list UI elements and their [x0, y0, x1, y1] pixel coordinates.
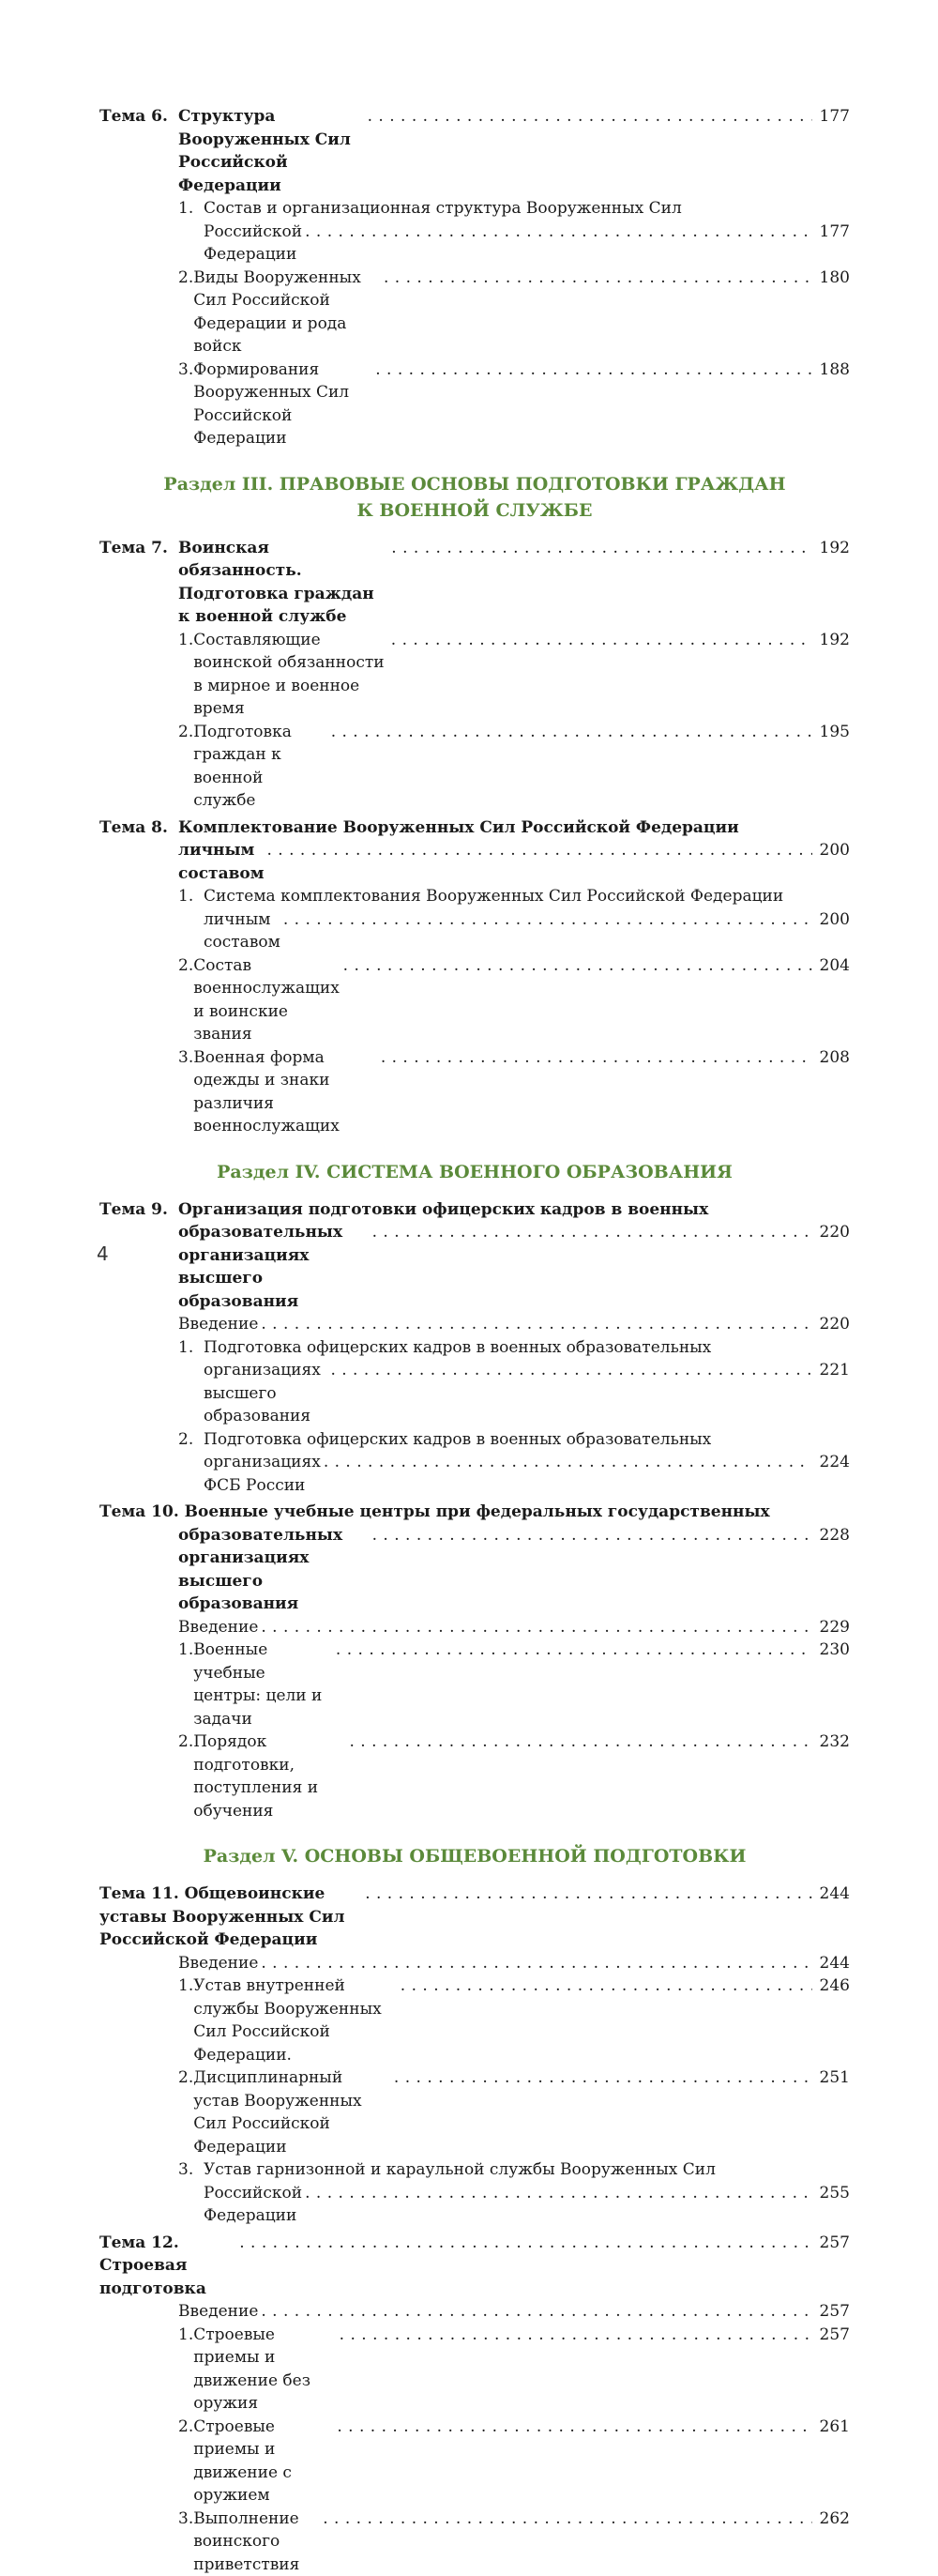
page-number: 4: [97, 1242, 109, 1265]
entry-line: [178, 197, 850, 221]
entry-title: Тема 12. Строевая подготовка: [99, 2232, 236, 2301]
entry-line: [178, 2507, 850, 2576]
entry-title: организациях ФСБ России: [178, 1451, 321, 1497]
entry-title: Виды Вооруженных Сил Российской Федерации и рода войск: [193, 267, 381, 358]
toc-subentry[interactable]: [99, 197, 850, 267]
page-ref: 192: [818, 629, 850, 652]
entry-line: [99, 1882, 850, 1952]
entry-line: [178, 629, 850, 721]
toc-topic-entry[interactable]: [99, 1882, 850, 1952]
toc-topic-entry[interactable]: [99, 105, 850, 197]
toc-subentry[interactable]: [99, 885, 850, 954]
toc-subentry[interactable]: [99, 1952, 850, 1975]
toc-topic-entry[interactable]: [99, 816, 850, 886]
section-heading-line: Раздел IV. СИСТЕМА ВОЕННОГО ОБРАЗОВАНИЯ: [99, 1159, 850, 1185]
entry-index: 1.: [178, 629, 193, 652]
entry-line: [178, 839, 850, 885]
entry-title: Состав и организационная структура Вооруженных Сил: [204, 197, 682, 221]
toc-subentry[interactable]: [99, 2066, 850, 2158]
entry-title: Структура Вооруженных Сил Российской Федерации: [178, 105, 365, 197]
entry-index: 1.: [178, 1974, 193, 1998]
entry-title: Организация подготовки офицерских кадров в военных: [178, 1198, 708, 1222]
entry-title: Формирования Вооруженных Сил Российской Федерации: [193, 358, 372, 450]
page-ref: 251: [818, 2066, 850, 2090]
entry-line: [178, 2158, 850, 2182]
entry-index: 1.: [178, 885, 204, 908]
entry-body: [178, 721, 850, 813]
page-ref: 188: [818, 358, 850, 382]
entry-body: [178, 954, 850, 1046]
toc-subentry[interactable]: [99, 1730, 850, 1822]
entry-line: [178, 1974, 850, 2066]
page-ref: 257: [818, 2324, 850, 2347]
page-ref: 208: [818, 1046, 850, 1070]
topic-number: Тема 7.: [99, 537, 168, 560]
entry-body: [178, 1952, 850, 1975]
entry-body: [178, 2158, 850, 2228]
dot-leader: [331, 721, 812, 744]
entry-line: [178, 816, 850, 840]
page-ref: 257: [818, 2232, 850, 2255]
entry-line: [178, 1639, 850, 1730]
entry-body: [178, 1046, 850, 1138]
entry-body: [178, 1313, 850, 1336]
entry-line: [178, 2066, 850, 2158]
entry-index: 2.: [178, 2416, 193, 2439]
topic-number: Тема 8.: [99, 816, 168, 840]
entry-line: [99, 1501, 850, 1524]
dot-leader: [261, 1616, 812, 1639]
entry-title: личным составом: [178, 839, 265, 885]
entry-line: [178, 2182, 850, 2228]
entry-index: 3.: [178, 2158, 204, 2182]
dot-leader: [365, 1882, 812, 1906]
entry-line: [178, 2416, 850, 2507]
page-ref: 262: [818, 2507, 850, 2531]
entry-line: [178, 1359, 850, 1428]
page-ref: 177: [818, 105, 850, 129]
dot-leader: [261, 1952, 812, 1975]
entry-line: [178, 1952, 850, 1975]
page-ref: 204: [818, 954, 850, 978]
entry-title: Военные учебные центры: цели и задачи: [193, 1639, 333, 1730]
entry-title: образовательных организациях высшего образования: [99, 1524, 370, 1616]
entry-title: личным составом: [178, 908, 280, 954]
entry-index: 1.: [178, 197, 204, 221]
section-heading-line: К ВОЕННОЙ СЛУЖБЕ: [99, 497, 850, 524]
entry-line: [178, 1313, 850, 1336]
page-ref: 200: [818, 839, 850, 862]
entry-line: [178, 358, 850, 450]
entry-title: Выполнение воинского приветствия: [193, 2507, 320, 2576]
toc-topic-entry[interactable]: [99, 2232, 850, 2301]
section-heading: [99, 1843, 850, 1869]
page-ref: 230: [818, 1639, 850, 1662]
dot-leader: [305, 2182, 812, 2205]
dot-leader: [384, 267, 812, 290]
entry-body: [99, 1882, 850, 1952]
entry-line: [99, 2232, 850, 2301]
page-ref: 244: [818, 1952, 850, 1975]
toc-subentry[interactable]: [99, 1313, 850, 1336]
page-ref: 220: [818, 1221, 850, 1244]
dot-leader: [343, 954, 812, 978]
entry-title: Тема 11. Общевоинские уставы Вооруженных Сил Российской Федерации: [99, 1882, 362, 1952]
entry-body: [178, 105, 850, 197]
entry-line: [178, 1336, 850, 1360]
entry-line: [178, 221, 850, 267]
entry-title: Военная форма одежды и знаки различия военнослужащих: [193, 1046, 378, 1138]
dot-leader: [340, 2324, 812, 2347]
page-ref: 228: [818, 1524, 850, 1547]
page-ref: 244: [818, 1882, 850, 1906]
dot-leader: [239, 2232, 812, 2255]
entry-line: [178, 954, 850, 1046]
entry-index: 1.: [178, 2324, 193, 2347]
entry-title: Российской Федерации: [178, 2182, 302, 2228]
entry-body: [178, 1639, 850, 1730]
dot-leader: [381, 1046, 812, 1070]
entry-title: Подготовка офицерских кадров в военных образовательных: [204, 1428, 711, 1452]
entry-body: [99, 2232, 850, 2301]
dot-leader: [368, 105, 812, 129]
entry-index: 2.: [178, 1428, 204, 1452]
page-ref: 232: [818, 1730, 850, 1754]
entry-body: [178, 267, 850, 358]
entry-line: [178, 2300, 850, 2324]
dot-leader: [372, 1221, 812, 1244]
page-ref: 180: [818, 267, 850, 290]
entry-body: [178, 1336, 850, 1428]
toc-subentry[interactable]: [99, 1616, 850, 1639]
entry-body: [178, 537, 850, 629]
entry-index: 2.: [178, 721, 193, 744]
entry-index: 3.: [178, 2507, 193, 2531]
toc-subentry[interactable]: [99, 267, 850, 358]
page-ref: 229: [818, 1616, 850, 1639]
entry-line: [178, 1428, 850, 1452]
entry-body: [178, 197, 850, 267]
entry-line: [178, 1046, 850, 1138]
section-heading: [99, 1159, 850, 1185]
page-ref: 224: [818, 1451, 850, 1474]
toc-subentry[interactable]: [99, 1428, 850, 1498]
entry-body: [178, 1974, 850, 2066]
toc-subentry[interactable]: [99, 2300, 850, 2324]
entry-title: Подготовка офицерских кадров в военных образовательных: [204, 1336, 711, 1360]
entry-body: [178, 2066, 850, 2158]
entry-title: Комплектование Вооруженных Сил Российской Федерации: [178, 816, 739, 840]
toc-subentry[interactable]: [99, 629, 850, 721]
dot-leader: [350, 1730, 813, 1754]
toc-subentry[interactable]: [99, 721, 850, 813]
dot-leader: [401, 1974, 812, 1998]
dot-leader: [391, 629, 812, 652]
entry-body: [178, 629, 850, 721]
entry-title: организациях высшего образования: [178, 1359, 327, 1428]
toc-subentry[interactable]: [99, 954, 850, 1046]
page-ref: 177: [818, 221, 850, 244]
toc-subentry[interactable]: [99, 1336, 850, 1428]
entry-body: [178, 358, 850, 450]
toc-subentry[interactable]: [99, 358, 850, 450]
page-ref: 200: [818, 908, 850, 932]
page-ref: 192: [818, 537, 850, 560]
entry-title: Подготовка граждан к военной службе: [193, 721, 327, 813]
entry-body: [178, 816, 850, 886]
entry-line: [178, 1616, 850, 1639]
dot-leader: [336, 1639, 812, 1662]
entry-line: [178, 105, 850, 197]
dot-leader: [324, 1451, 812, 1474]
entry-title: Введение: [178, 1313, 258, 1336]
entry-line: [178, 1451, 850, 1497]
entry-body: [178, 1616, 850, 1639]
dot-leader: [330, 1359, 812, 1382]
dot-leader: [323, 2507, 812, 2531]
toc-subentry[interactable]: [99, 1974, 850, 2066]
toc-topic-entry[interactable]: [99, 537, 850, 629]
entry-title: Введение: [178, 1616, 258, 1639]
page-ref: 195: [818, 721, 850, 744]
toc-subentry[interactable]: [99, 1046, 850, 1138]
dot-leader: [261, 1313, 812, 1336]
page-ref: 221: [818, 1359, 850, 1382]
entry-title: Устав гарнизонной и караульной службы Вооруженных Сил: [204, 2158, 716, 2182]
entry-title: Составляющие воинской обязанности в мирное и военное время: [193, 629, 388, 721]
entry-line: [178, 1730, 850, 1822]
entry-line: [99, 1524, 850, 1616]
entry-title: Дисциплинарный устав Вооруженных Сил Российской Федерации: [193, 2066, 391, 2158]
dot-leader: [283, 908, 812, 932]
entry-body: [178, 1198, 850, 1314]
entry-title: Воинская обязанность. Подготовка граждан к военной службе: [178, 537, 388, 629]
entry-line: [178, 1221, 850, 1313]
dot-leader: [394, 2066, 812, 2090]
page-ref: 257: [818, 2300, 850, 2324]
toc-subentry[interactable]: [99, 2416, 850, 2507]
entry-index: 3.: [178, 358, 193, 382]
entry-title: Строевые приемы и движение без оружия: [193, 2324, 336, 2416]
entry-body: [178, 2324, 850, 2416]
entry-body: [178, 2416, 850, 2507]
entry-index: 1.: [178, 1639, 193, 1662]
page-ref: 255: [818, 2182, 850, 2205]
section-heading-line: Раздел III. ПРАВОВЫЕ ОСНОВЫ ПОДГОТОВКИ ГРАЖДАН: [99, 471, 850, 497]
entry-body: [178, 1730, 850, 1822]
dot-leader: [305, 221, 812, 244]
entry-line: [178, 721, 850, 813]
dot-leader: [375, 358, 812, 382]
entry-index: 2.: [178, 267, 193, 290]
entry-title: Система комплектования Вооруженных Сил Российской Федерации: [204, 885, 783, 908]
entry-body: [178, 885, 850, 954]
entry-index: 2.: [178, 954, 193, 978]
entry-line: [178, 908, 850, 954]
entry-body: [178, 2507, 850, 2576]
toc-topic-entry[interactable]: [99, 1501, 850, 1616]
toc-topic-entry[interactable]: [99, 1198, 850, 1314]
entry-title: Устав внутренней службы Вооруженных Сил Российской Федерации.: [193, 1974, 398, 2066]
entry-line: [178, 537, 850, 629]
entry-title: Строевые приемы и движение с оружием: [193, 2416, 334, 2507]
dot-leader: [267, 839, 813, 862]
entry-line: [178, 267, 850, 358]
dot-leader: [372, 1524, 812, 1547]
section-heading: [99, 471, 850, 524]
toc-subentry[interactable]: [99, 2324, 850, 2416]
toc-subentry[interactable]: [99, 2507, 850, 2576]
entry-index: 1.: [178, 1336, 204, 1360]
entry-title: Российской Федерации: [178, 221, 302, 267]
page-ref: 261: [818, 2416, 850, 2439]
entry-title: Введение: [178, 2300, 258, 2324]
table-of-contents: [99, 101, 850, 2576]
section-heading-line: Раздел V. ОСНОВЫ ОБЩЕВОЕННОЙ ПОДГОТОВКИ: [99, 1843, 850, 1869]
entry-line: [178, 2324, 850, 2416]
entry-title: Тема 10. Военные учебные центры при федеральных государственных: [99, 1501, 770, 1524]
entry-title: Введение: [178, 1952, 258, 1975]
entry-title: Состав военнослужащих и воинские звания: [193, 954, 340, 1046]
entry-title: образовательных организациях высшего образования: [178, 1221, 370, 1313]
page-ref: 220: [818, 1313, 850, 1336]
entry-line: [178, 1198, 850, 1222]
dot-leader: [337, 2416, 812, 2439]
entry-index: 2.: [178, 2066, 193, 2090]
entry-line: [178, 885, 850, 908]
entry-body: [178, 1428, 850, 1498]
toc-subentry[interactable]: [99, 2158, 850, 2228]
topic-number: Тема 6.: [99, 105, 168, 129]
dot-leader: [391, 537, 812, 560]
dot-leader: [261, 2300, 812, 2324]
entry-index: 3.: [178, 1046, 193, 1070]
entry-body: [99, 1501, 850, 1616]
page-ref: 246: [818, 1974, 850, 1998]
entry-body: [178, 2300, 850, 2324]
toc-subentry[interactable]: [99, 1639, 850, 1730]
topic-number: Тема 9.: [99, 1198, 168, 1222]
entry-title: Порядок подготовки, поступления и обучения: [193, 1730, 346, 1822]
entry-index: 2.: [178, 1730, 193, 1754]
